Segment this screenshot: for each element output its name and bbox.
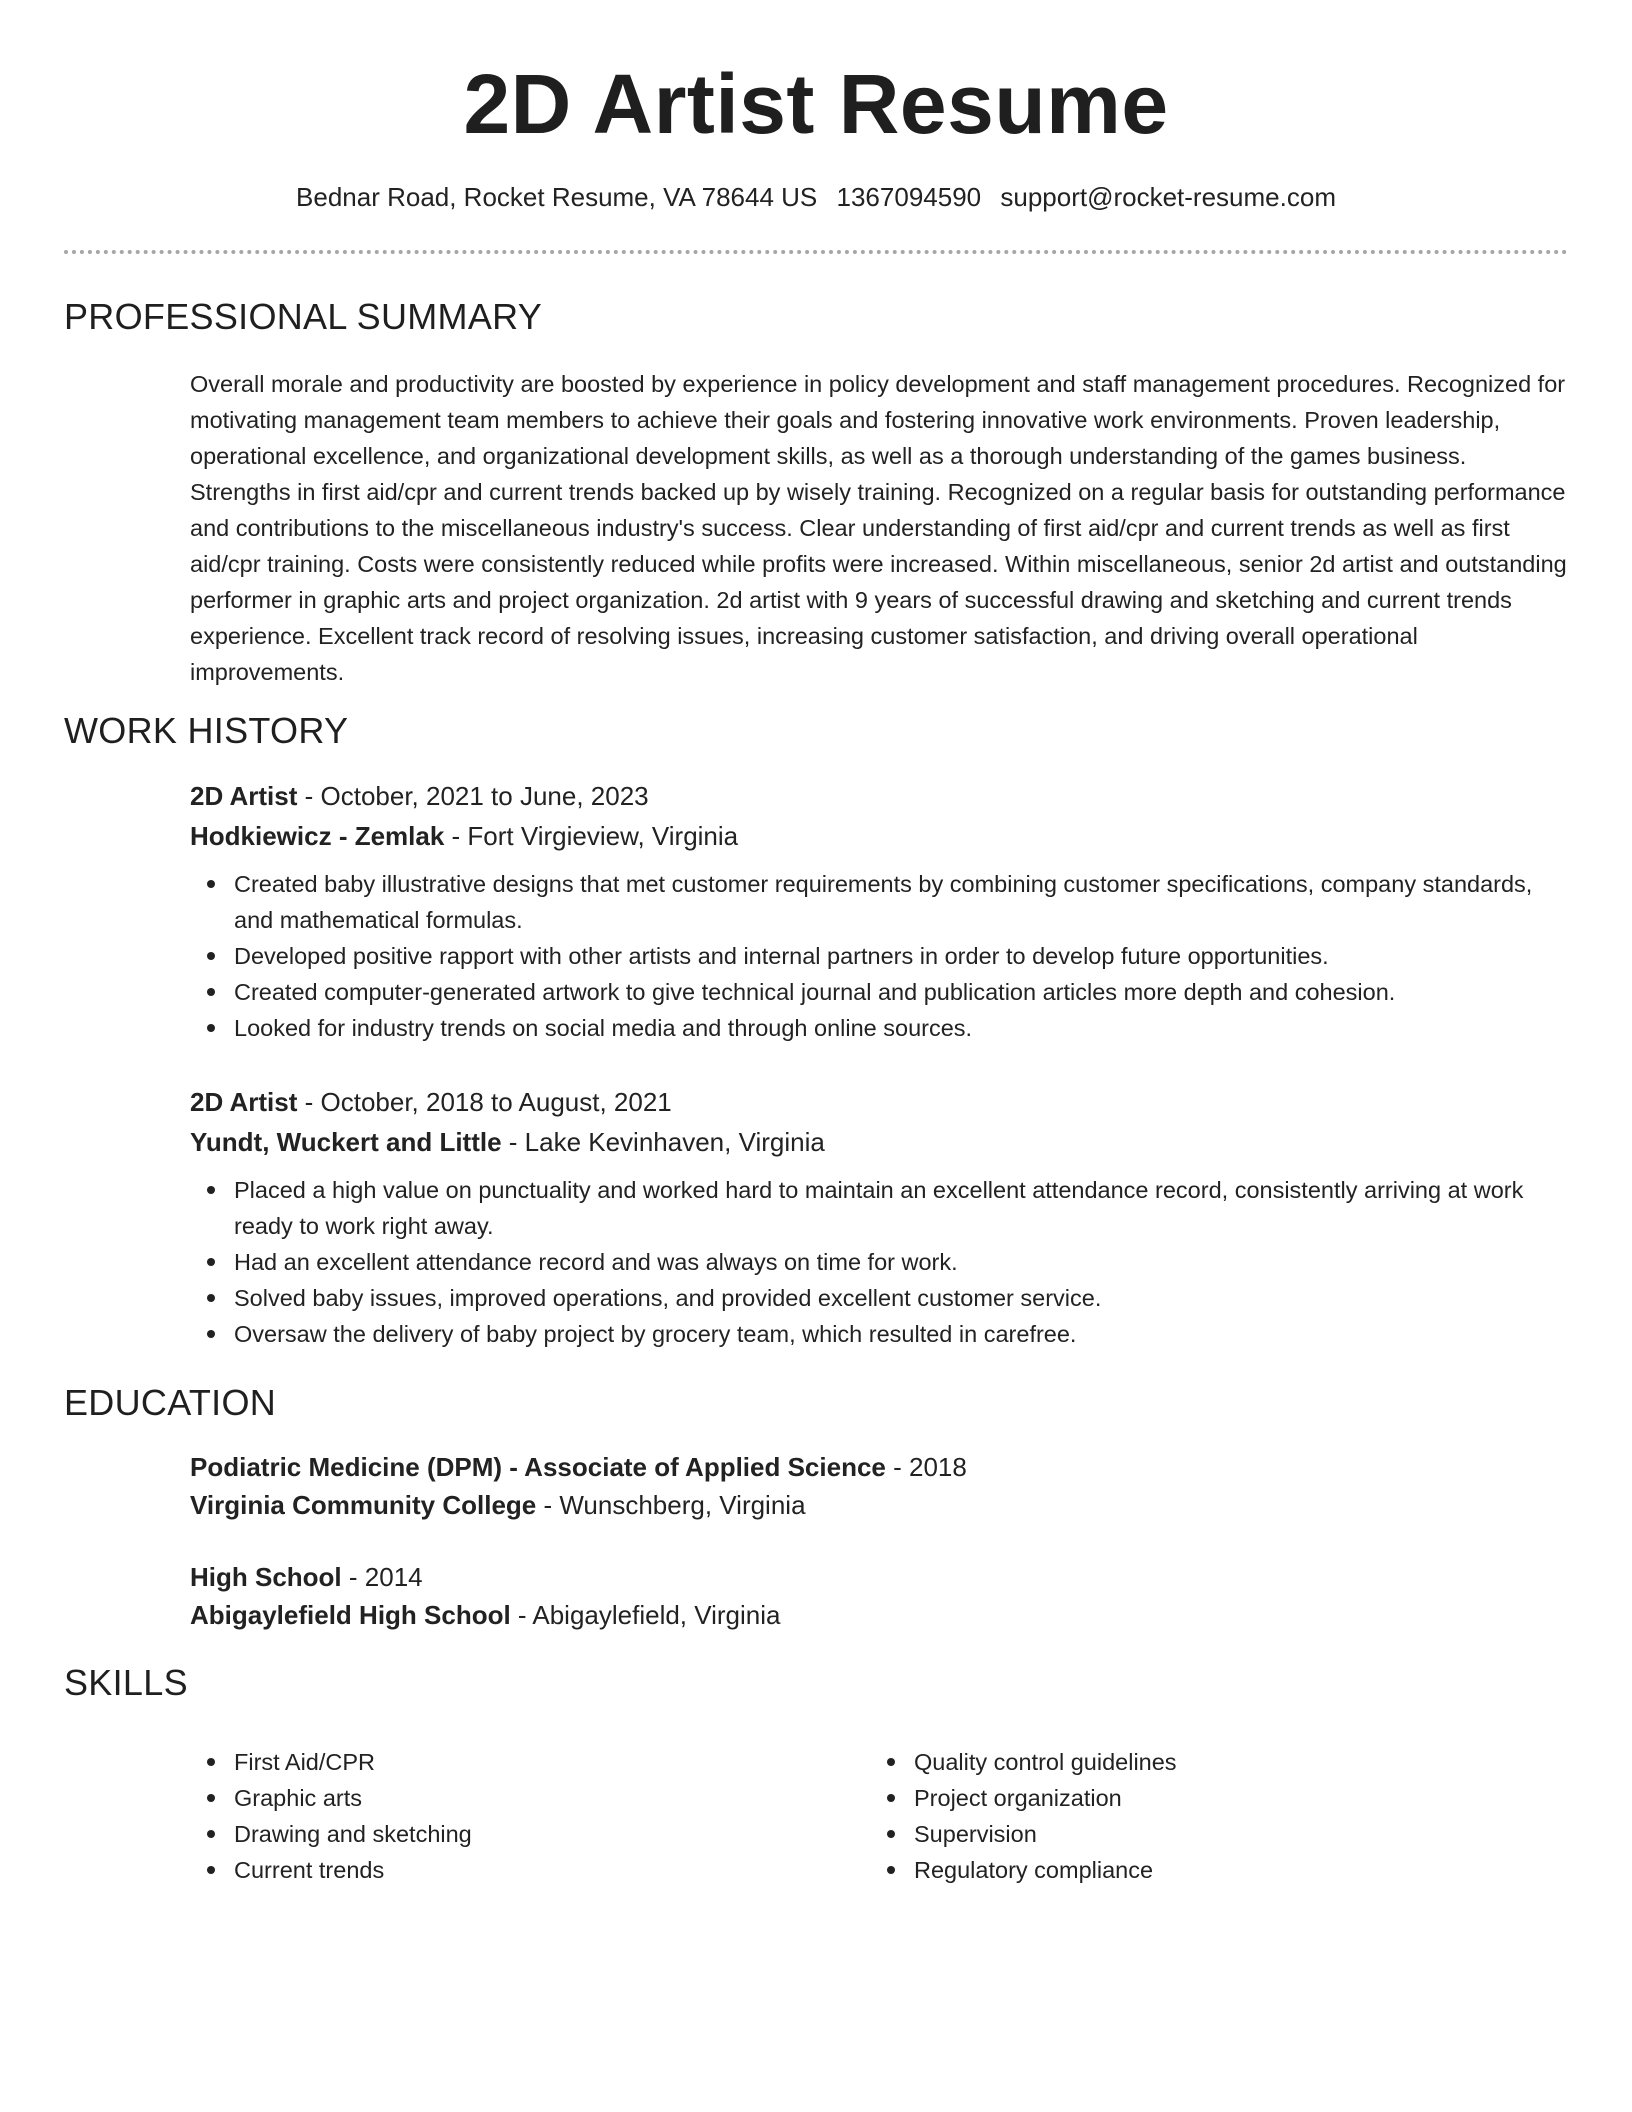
skill-item: Supervision — [870, 1816, 1550, 1852]
job-company-line — [190, 816, 1568, 856]
skill-item: Regulatory compliance — [870, 1852, 1550, 1888]
school-name: Abigaylefield High School — [190, 1600, 511, 1630]
skill-item: Current trends — [190, 1852, 870, 1888]
job-entry — [190, 1082, 1568, 1352]
graduation-year: - 2014 — [341, 1562, 423, 1592]
list-item: Developed positive rapport with other artists and internal partners in order to develop future opportunities. — [190, 938, 1568, 974]
school-line — [190, 1596, 1568, 1634]
skills-list-left — [190, 1744, 870, 1888]
education-entry — [190, 1558, 1568, 1634]
list-item: Placed a high value on punctuality and worked hard to maintain an excellent attendance record, consistently arriving at work ready to work right away. — [190, 1172, 1568, 1244]
list-item: Oversaw the delivery of baby project by grocery team, which resulted in carefree. — [190, 1316, 1568, 1352]
degree-line — [190, 1448, 1568, 1486]
list-item: Created baby illustrative designs that met customer requirements by combining customer specifications, company standards, and mathematical formulas. — [190, 866, 1568, 938]
job-bullets — [190, 1172, 1568, 1352]
section-title-work-history: WORK HISTORY — [64, 710, 349, 751]
degree: High School — [190, 1562, 342, 1592]
job-company: Hodkiewicz - Zemlak — [190, 821, 445, 851]
school-line — [190, 1486, 1568, 1524]
email: support@rocket-resume.com — [1000, 182, 1336, 212]
education-entry — [190, 1448, 1568, 1524]
job-bullets — [190, 866, 1568, 1046]
section-title-summary: PROFESSIONAL SUMMARY — [64, 296, 543, 337]
list-item: Had an excellent attendance record and was always on time for work. — [190, 1244, 1568, 1280]
job-entry — [190, 776, 1568, 1046]
summary-text: Overall morale and productivity are boosted by experience in policy development and staff management procedures. Recognized for motivating management team members to achieve their goals and fostering innovative work environments. Proven leadership, operational excellence, and organizational development skills, as well as a thorough understanding of the games business. Strengths in first aid/cpr and current trends backed up by wisely training. Recognized on a regular basis for outstanding performance and contributions to the miscellaneous industry's success. Clear understanding of first aid/cpr and current trends as well as first aid/cpr training. Costs were consistently reduced while profits were increased. Within miscellaneous, senior 2d artist and outstanding performer in graphic arts and project organization. 2d artist with 9 years of successful drawing and sketching and current trends experience. Excellent track record of resolving issues, increasing customer satisfaction, and driving overall operational improvements. — [190, 371, 1567, 685]
contact-info — [0, 182, 1632, 213]
school-location: - Wunschberg, Virginia — [536, 1490, 806, 1520]
list-item: Created computer-generated artwork to give technical journal and publication articles more depth and cohesion. — [190, 974, 1568, 1010]
job-location: - Fort Virgieview, Virginia — [444, 821, 739, 851]
list-item: Looked for industry trends on social media and through online sources. — [190, 1010, 1568, 1046]
resume-title: 2D Artist Resume — [463, 57, 1169, 151]
skill-item: Quality control guidelines — [870, 1744, 1550, 1780]
job-dates: - October, 2021 to June, 2023 — [297, 781, 649, 811]
skill-item: Graphic arts — [190, 1780, 870, 1816]
address: Bednar Road, Rocket Resume, VA 78644 US — [296, 182, 818, 212]
skill-item: First Aid/CPR — [190, 1744, 870, 1780]
job-title-line — [190, 1082, 1568, 1122]
job-title: 2D Artist — [190, 1087, 298, 1117]
skill-item: Drawing and sketching — [190, 1816, 870, 1852]
job-title: 2D Artist — [190, 781, 298, 811]
job-company: Yundt, Wuckert and Little — [190, 1127, 502, 1157]
graduation-year: - 2018 — [885, 1452, 967, 1482]
skill-item: Project organization — [870, 1780, 1550, 1816]
job-company-line — [190, 1122, 1568, 1162]
school-name: Virginia Community College — [190, 1490, 537, 1520]
section-title-education: EDUCATION — [64, 1382, 277, 1423]
section-title-skills: SKILLS — [64, 1662, 188, 1703]
job-dates: - October, 2018 to August, 2021 — [297, 1087, 672, 1117]
job-location: - Lake Kevinhaven, Virginia — [501, 1127, 825, 1157]
degree-line — [190, 1558, 1568, 1596]
school-location: - Abigaylefield, Virginia — [510, 1600, 781, 1630]
skills-columns — [190, 1744, 1568, 1888]
phone: 1367094590 — [836, 182, 982, 212]
job-title-line — [190, 776, 1568, 816]
skills-list-right — [870, 1744, 1550, 1888]
degree: Podiatric Medicine (DPM) - Associate of Applied Science — [190, 1452, 886, 1482]
header-divider — [64, 250, 1568, 254]
list-item: Solved baby issues, improved operations, and provided excellent customer service. — [190, 1280, 1568, 1316]
